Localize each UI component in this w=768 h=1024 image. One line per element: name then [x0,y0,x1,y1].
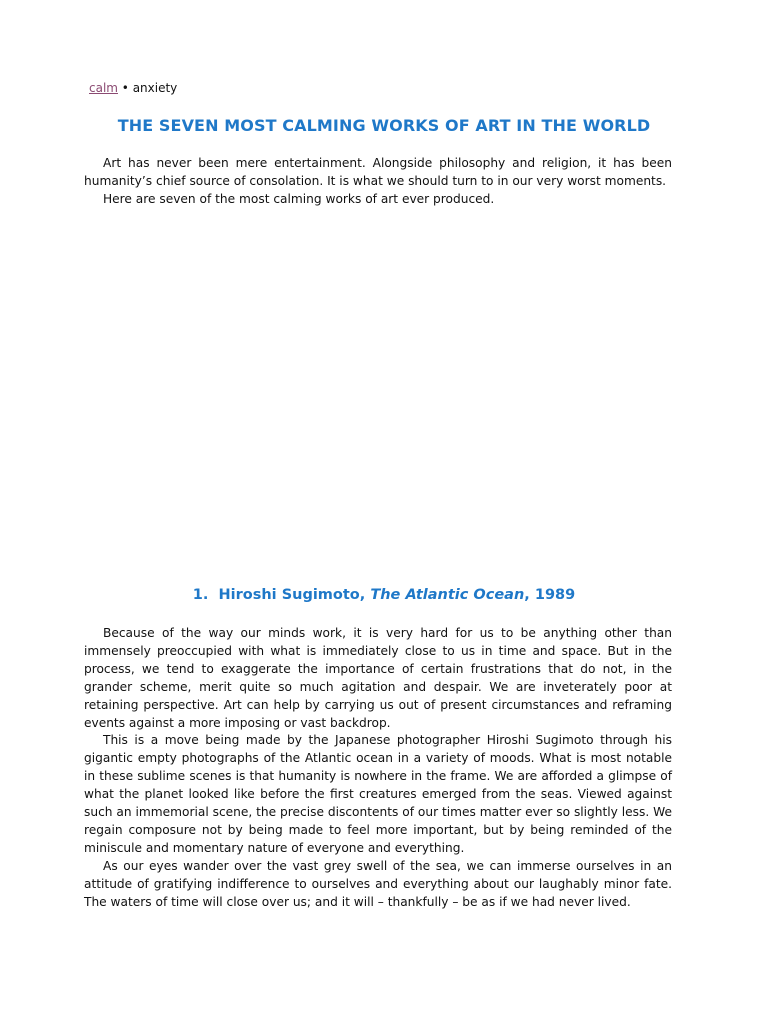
tag-link-calm[interactable]: calm [89,81,118,95]
section-work-title: The Atlantic Ocean [370,587,525,603]
section-year: , 1989 [524,587,576,603]
section-paragraph: Because of the way our minds work, it is very hard for us to be anything other than immensely preoccupied with what is immediately close to us in time and space. But in the process, we tend to exaggerate the importance of certain frustrations that do not, in the grander scheme, merit quite so much agitation and despair. We are inveterately poor at retaining perspective. Art can help by carrying us out of present circumstances and reframing events against a more imposing or vast backdrop. [84,626,672,730]
tag-anxiety: anxiety [132,81,178,95]
section-paragraph: As our eyes wander over the vast grey swell of the sea, we can immerse ourselves in an attitude of gratifying indifference to ourselves and everything about our laughably minor fate. The waters of time will close over us; and it will – thankfully – be as if we had never lived. [84,858,672,909]
page-title: THE SEVEN MOST CALMING WORKS OF ART IN THE WORLD [117,116,651,135]
intro-text [84,155,672,209]
tag-separator: • [117,81,133,95]
section-paragraph: This is a move being made by the Japanese photographer Hiroshi Sugimoto through his gigantic empty photographs of the Atlantic ocean in a variety of moods. What is most notable in these sublime scenes is that humanity is nowhere in the frame. We are afforded a glimpse of what the planet looked like before the first creatures emerged from the seas. Viewed against such an immemorial scene, the precise discontents of our times matter ever so slightly less. We regain composure not by being made to feel more important, but by being reminded of the miniscule and momentary nature of everyone and everything. [84,733,672,855]
tag-line [89,80,177,96]
section-number: 1. [192,587,209,603]
intro-paragraph: Here are seven of the most calming works of art ever produced. [103,191,495,206]
section-artist: Hiroshi Sugimoto, [218,587,366,603]
intro-paragraph: Art has never been mere entertainment. Alongside philosophy and religion, it has been humanity’s chief source of consolation. It is what we should turn to in our very worst moments. [84,156,672,188]
section-body [84,625,672,912]
section-heading [0,584,768,606]
